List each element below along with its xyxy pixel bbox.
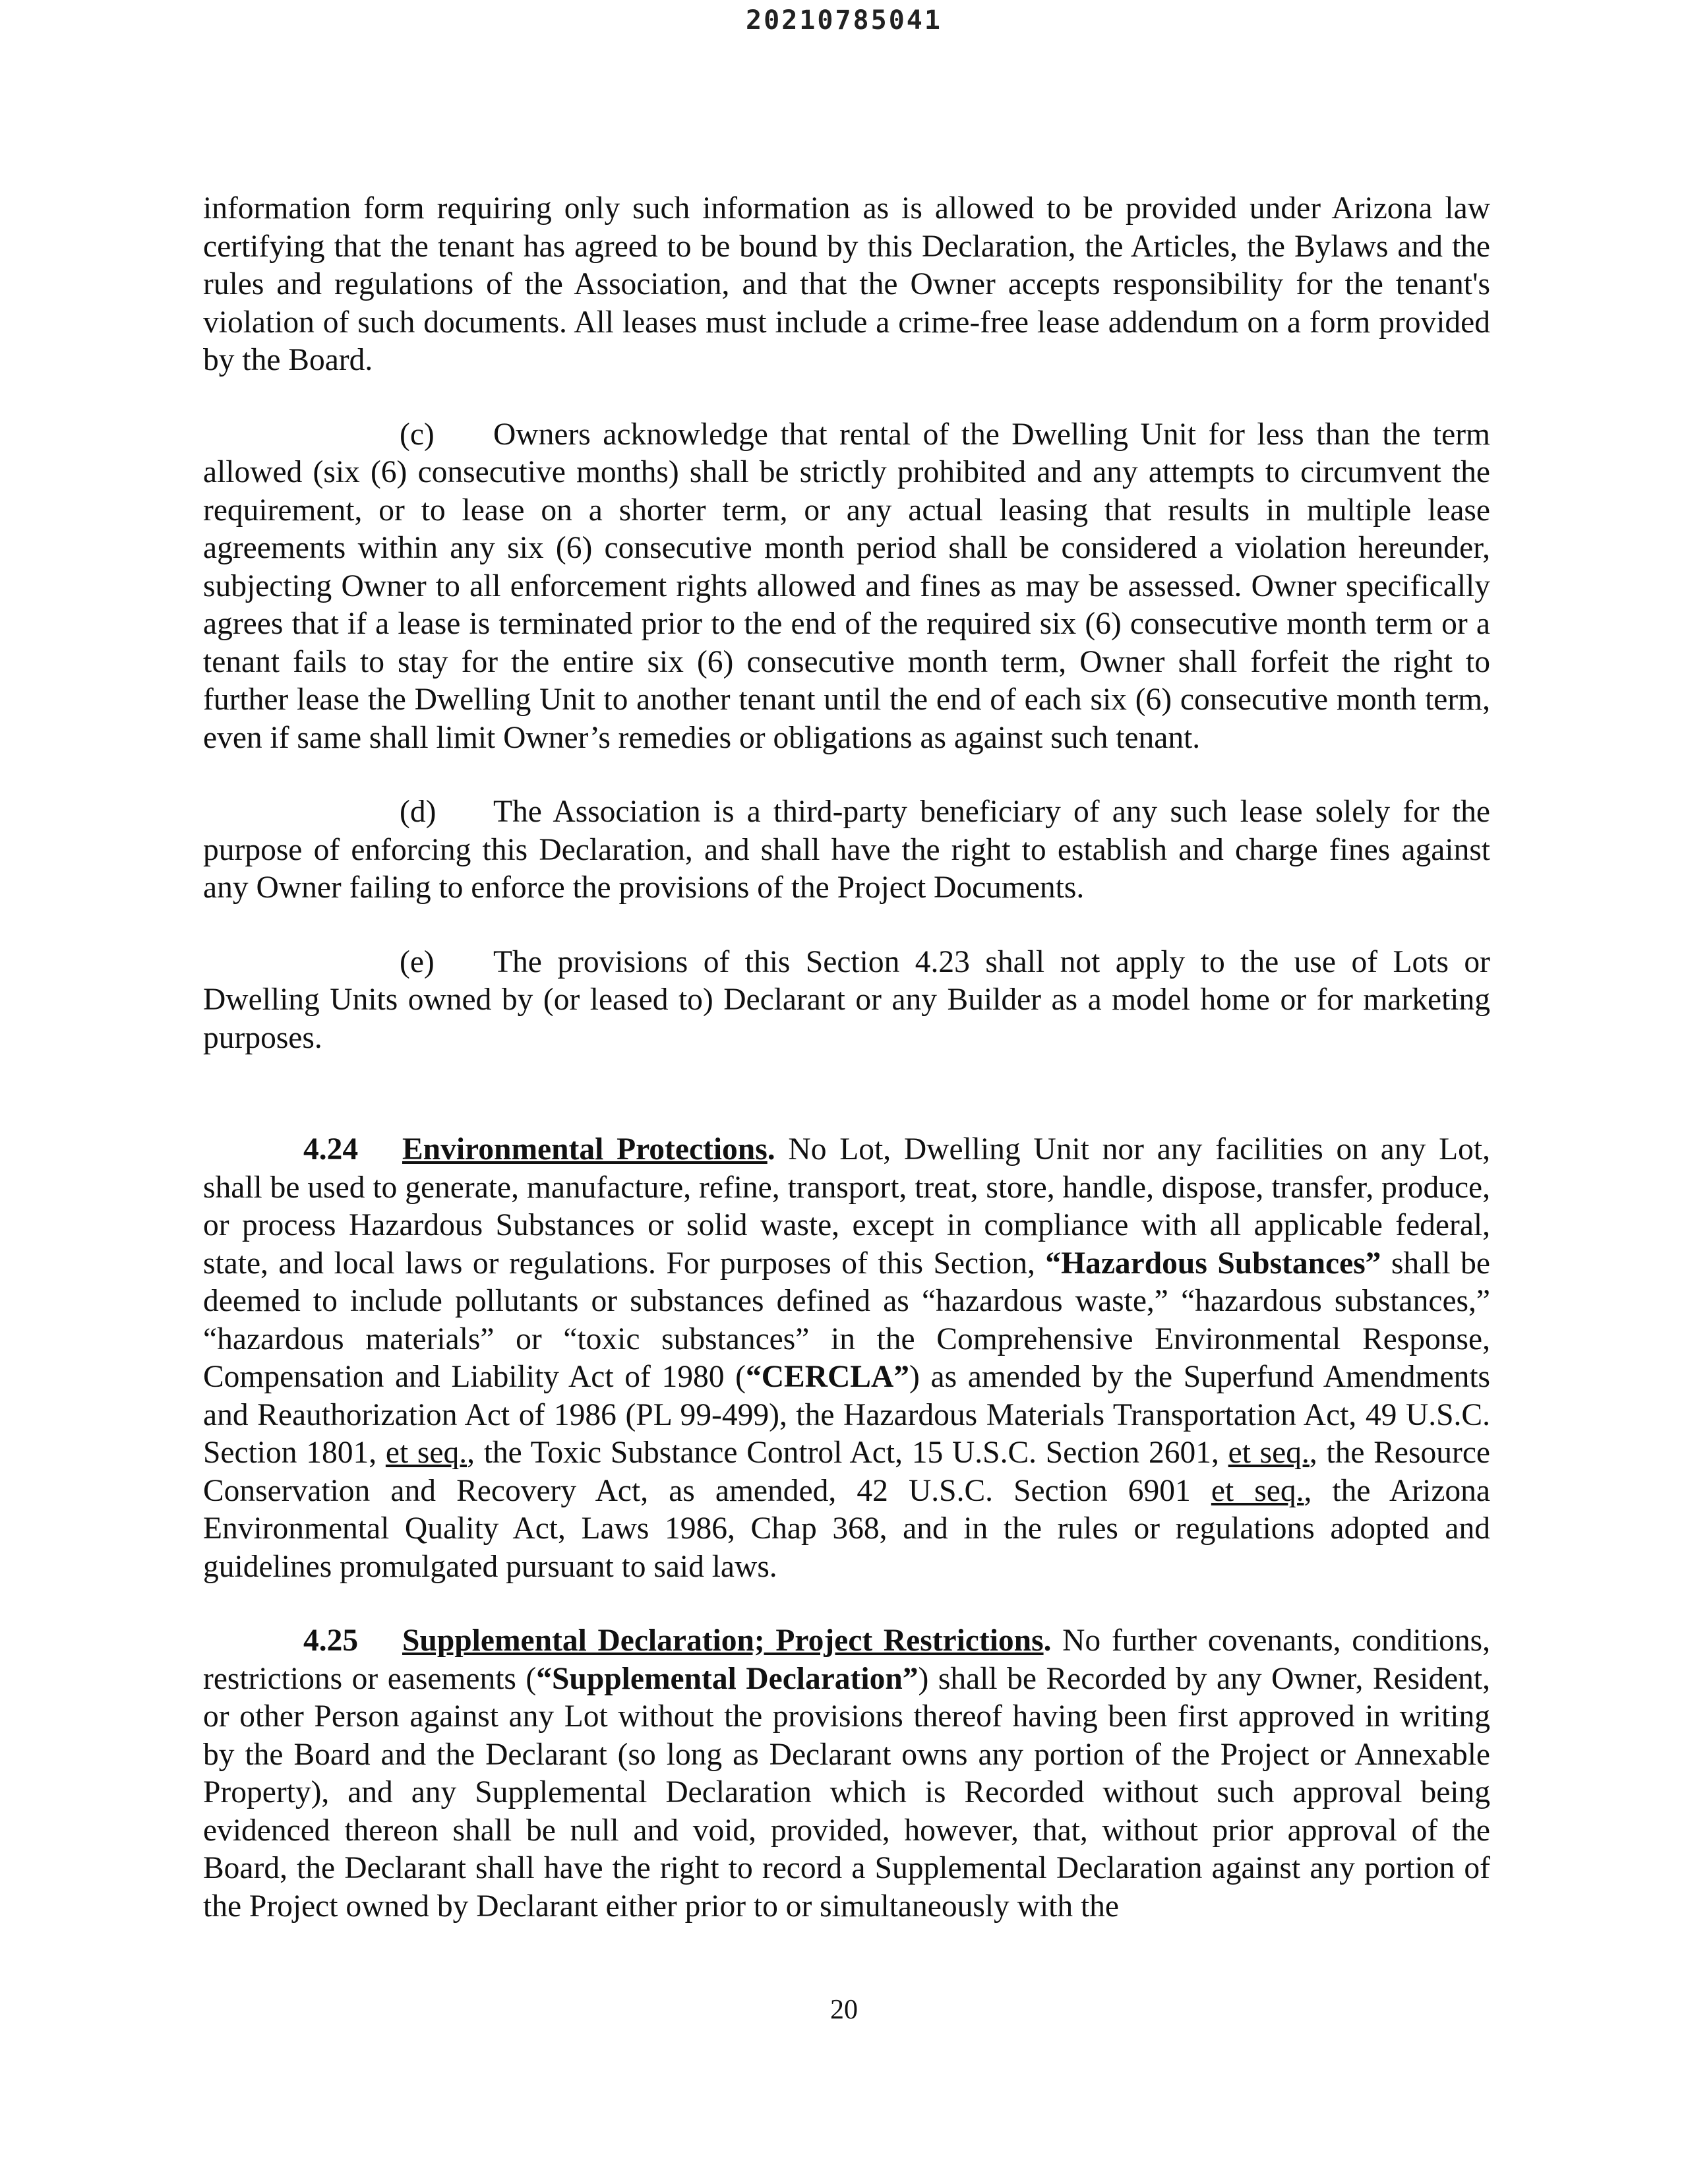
defined-term-hazardous-substances: “Hazardous Substances” xyxy=(1045,1246,1381,1281)
section-text: ) as amended by the Superfund Amendments and Reauthorization Act of 1986 (PL 99-499), the Hazardous Materials Transportation Act, 49 U.S.C. Section 1801, xyxy=(203,1360,1490,1470)
defined-term-cercla: “CERCLA” xyxy=(745,1360,910,1394)
paragraph-label: (c) xyxy=(400,417,435,452)
section-text: No further covenants, conditions, restrictions or easements ( xyxy=(203,1623,1490,1696)
section-text: , the Arizona Environmental Quality Act, Laws 1986, Chap 368, and in the rules or regulations adopted and guidelines promulgated pursuant to said laws. xyxy=(203,1473,1490,1584)
section-number: 4.25 xyxy=(303,1623,359,1658)
et-seq: et seq. xyxy=(1211,1473,1304,1508)
section-title-period: . xyxy=(767,1132,775,1167)
et-seq: et seq. xyxy=(1228,1436,1310,1470)
paragraph-continued xyxy=(203,190,1490,380)
page-number: 20 xyxy=(830,1995,858,2025)
paragraph-text: The Association is a third-party beneficiary of any such lease solely for the purpose of enforcing this Declaration, and shall have the right to establish and charge fines against any Owner failing to enforce the provisions of the Project Documents. xyxy=(203,795,1490,905)
paragraph-text: information form requiring only such information as is allowed to be provided under Arizona law certifying that the tenant has agreed to be bound by this Declaration, the Articles, the Bylaws and the rules and regulations of the Association, and that the Owner accepts responsibility for the tenant's violation of such documents. All leases must include a crime-free lease addendum on a form provided by the Board. xyxy=(203,191,1490,377)
section-title: Supplemental Declaration; Project Restrictions xyxy=(402,1623,1044,1658)
section-text: No Lot, Dwelling Unit nor any facilities on any Lot, shall be used to generate, manufacture, refine, transport, treat, store, handle, dispose, transfer, produce, or process Hazardous Substances or solid waste, except in compliance with all applicable federal, state, and local laws or regulations. For purposes of this Section, xyxy=(203,1132,1490,1281)
paragraph-c xyxy=(203,416,1490,758)
paragraph-text: Owners acknowledge that rental of the Dwelling Unit for less than the term allowed (six (6) consecutive months) shall be strictly prohibited and any attempts to circumvent the requirement, or to lease on a shorter term, or any actual leasing that results in multiple lease agreements within any six (6) consecutive month period shall be considered a violation hereunder, subjecting Owner to all enforcement rights allowed and fines as may be assessed. Owner specifically agrees that if a lease is terminated prior to the end of the required six (6) consecutive month term or a tenant fails to stay for the entire six (6) consecutive month term, Owner shall forfeit the right to further lease the Dwelling Unit to another tenant until the end of each six (6) consecutive month term, even if same shall limit Owner’s remedies or obligations as against such tenant. xyxy=(203,417,1490,755)
paragraph-text: The provisions of this Section 4.23 shall not apply to the use of Lots or Dwelling Units owned by (or leased to) Declarant or any Builder as a model home or for marketing purposes. xyxy=(203,944,1490,1055)
section-4-24 xyxy=(203,1131,1490,1586)
section-text: , the Resource Conservation and Recovery Act, as amended, 42 U.S.C. Section 6901 xyxy=(203,1436,1490,1508)
section-title-period: . xyxy=(1043,1623,1052,1658)
section-text: shall be deemed to include pollutants or substances defined as “hazardous waste,” “hazardous substances,” “hazardous materials” or “toxic substances” in the Comprehensive Environmental Response, Compensation and Liability Act of 1980 ( xyxy=(203,1246,1490,1394)
document-number: 20210785041 xyxy=(746,5,942,36)
paragraph-d xyxy=(203,793,1490,907)
paragraph-e xyxy=(203,944,1490,1058)
et-seq: et seq. xyxy=(385,1436,467,1470)
section-number: 4.24 xyxy=(303,1132,359,1167)
paragraph-label: (e) xyxy=(400,944,435,979)
defined-term-supplemental-declaration: “Supplemental Declaration” xyxy=(536,1661,919,1696)
section-4-25 xyxy=(203,1622,1490,1926)
document-body xyxy=(203,190,1490,1926)
paragraph-label: (d) xyxy=(400,795,437,829)
section-text: ) shall be Recorded by any Owner, Resident, or other Person against any Lot without the provisions thereof having been first approved in writing by the Board and the Declarant (so long as Declarant owns any portion of the Project or Annexable Property), and any Supplemental Declaration which is Recorded without such approval being evidenced thereon shall be null and void, provided, however, that, without prior approval of the Board, the Declarant shall have the right to record a Supplemental Declaration against any portion of the Project owned by Declarant either prior to or simultaneously with the xyxy=(203,1661,1491,1924)
section-text: , the Toxic Substance Control Act, 15 U.S.C. Section 2601, xyxy=(467,1436,1228,1470)
section-title: Environmental Protections xyxy=(402,1132,768,1167)
